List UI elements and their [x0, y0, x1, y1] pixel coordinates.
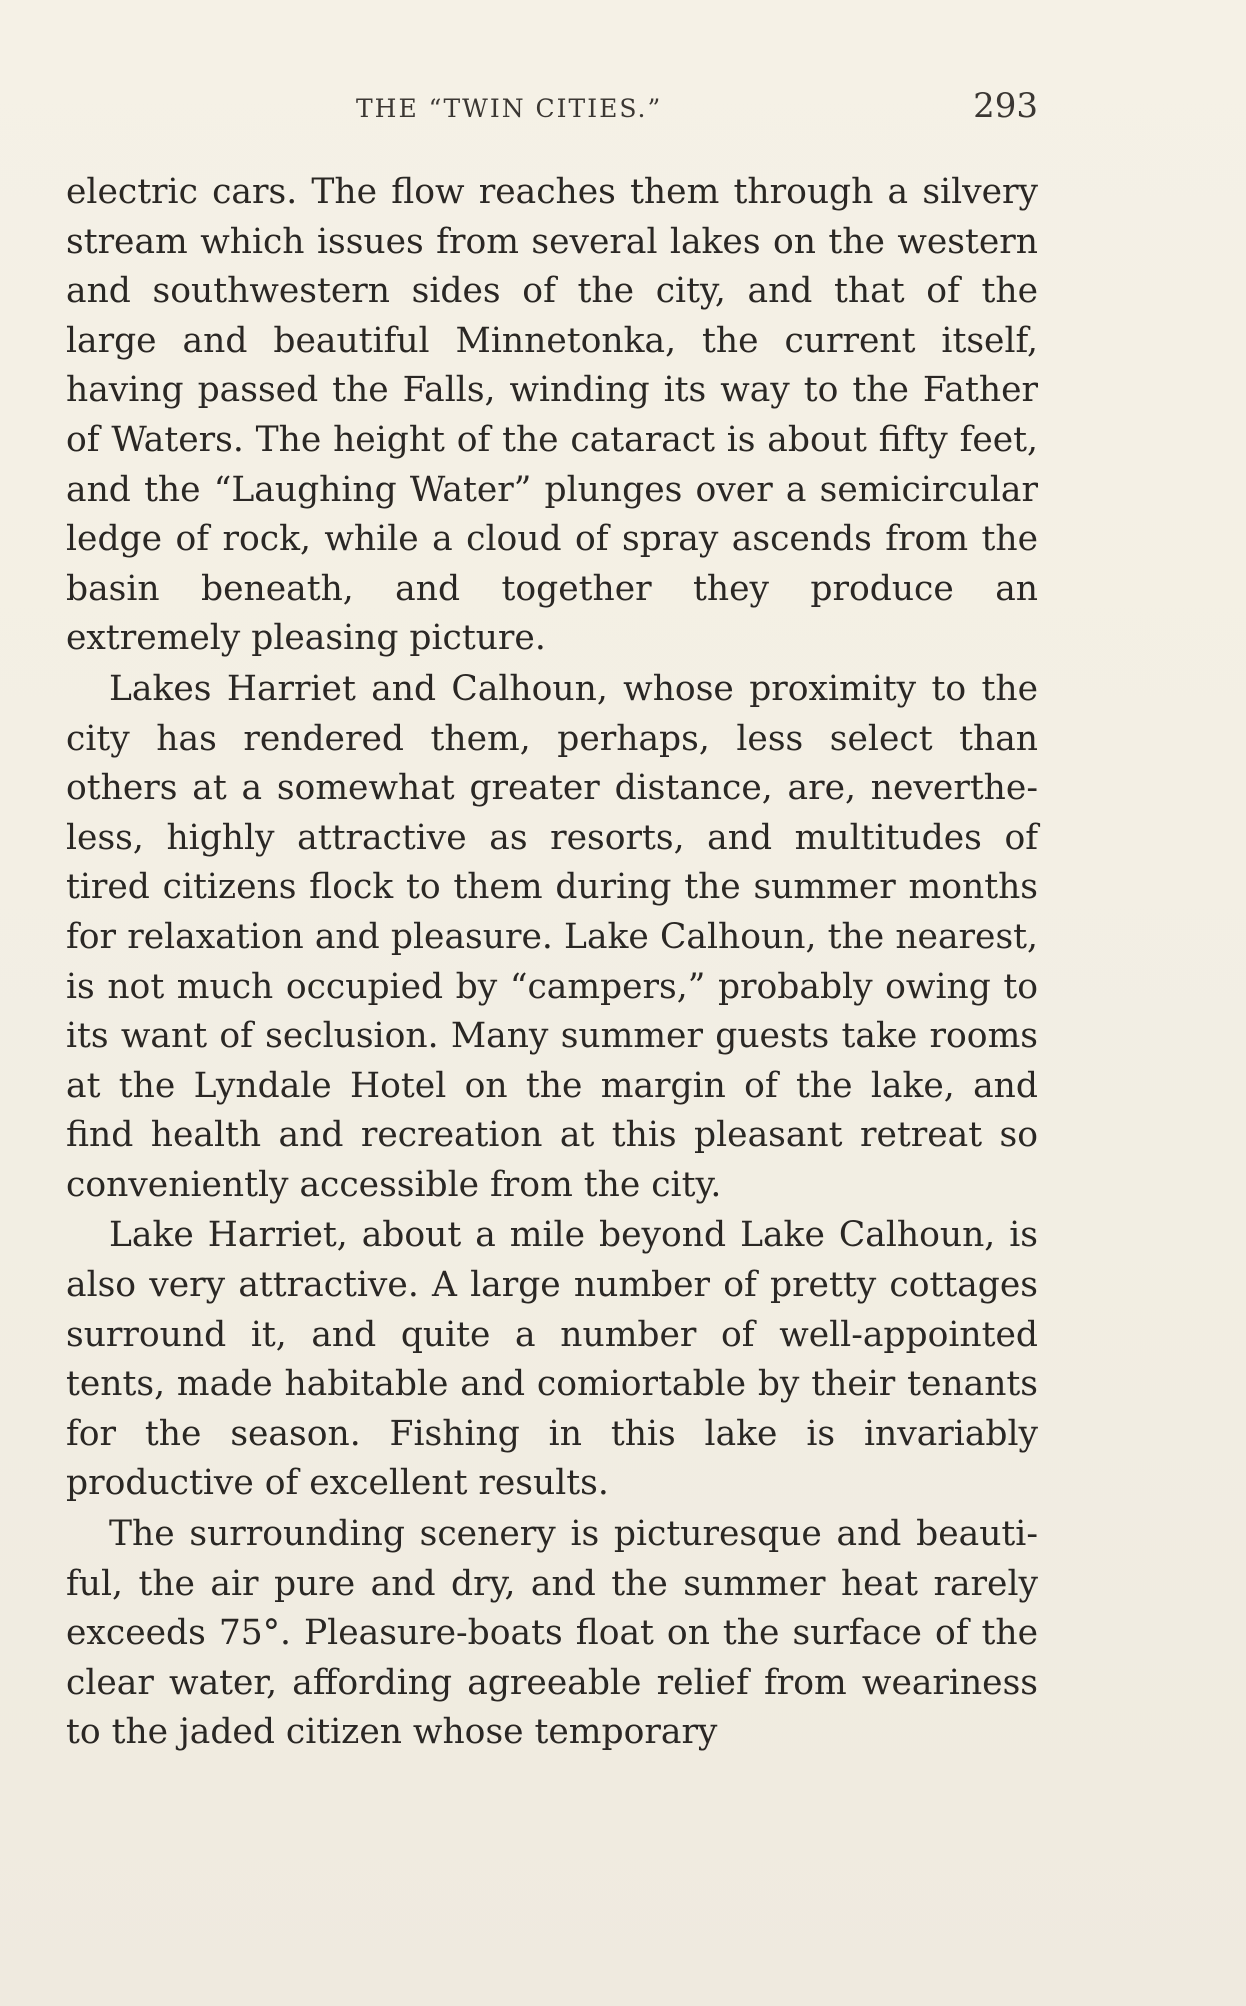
paragraph-surrounding-scenery: The surrounding scenery is picturesque and beautiful, the air pure and dry, and the summer heat rarely exceeds 75°. Pleasure-boats float on the surface of the clear water, affording agreeable relief from weariness to the jaded citizen whose temporary [66, 1514, 1038, 1753]
paragraph-lake-harriet: Lake Harriet, about a mile beyond Lake Calhoun, is also very attractive. A large number of pretty cottages surround it, and quite a number of well-appointed tents, made habitable and comiortable by their tenants for the season. Fishing in this lake is invariably productive of excellent results. [66, 1215, 1038, 1504]
page-header [66, 86, 1038, 130]
paragraph-continued: electric cars. The flow reaches them through a silvery stream which issues from several lakes on the western and southwestern sides of the city, and that of the large and beautiful Minnetonka, the current itself, having passed the Falls, winding its way to the Father of Waters. The height of the cataract is about fifty feet, and the “Laughing Water” plunges over a semicircular ledge of rock, while a cloud of spray ascends from the basin beneath, and together they produce an extremely pleasing picture. [66, 172, 1038, 659]
running-head: THE “TWIN CITIES.” [356, 94, 663, 123]
page-number: 293 [973, 86, 1038, 126]
body-text [66, 168, 1038, 1758]
paragraph-lakes-harriet-calhoun: Lakes Harriet and Calhoun, whose proximity to the city has rendered them, perhaps, less select than others at a somewhat greater distance, are, nevertheless, highly attractive as resorts, and multitudes of tired citizens flock to them during the summer months for relaxation and pleasure. Lake Calhoun, the nearest, is not much occupied by “campers,” probably owing to its want of seclusion. Many summer guests take rooms at the Lyndale Hotel on the margin of the lake, and find health and recreation at this pleasant retreat so conveniently accessible from the city. [66, 668, 1038, 1205]
